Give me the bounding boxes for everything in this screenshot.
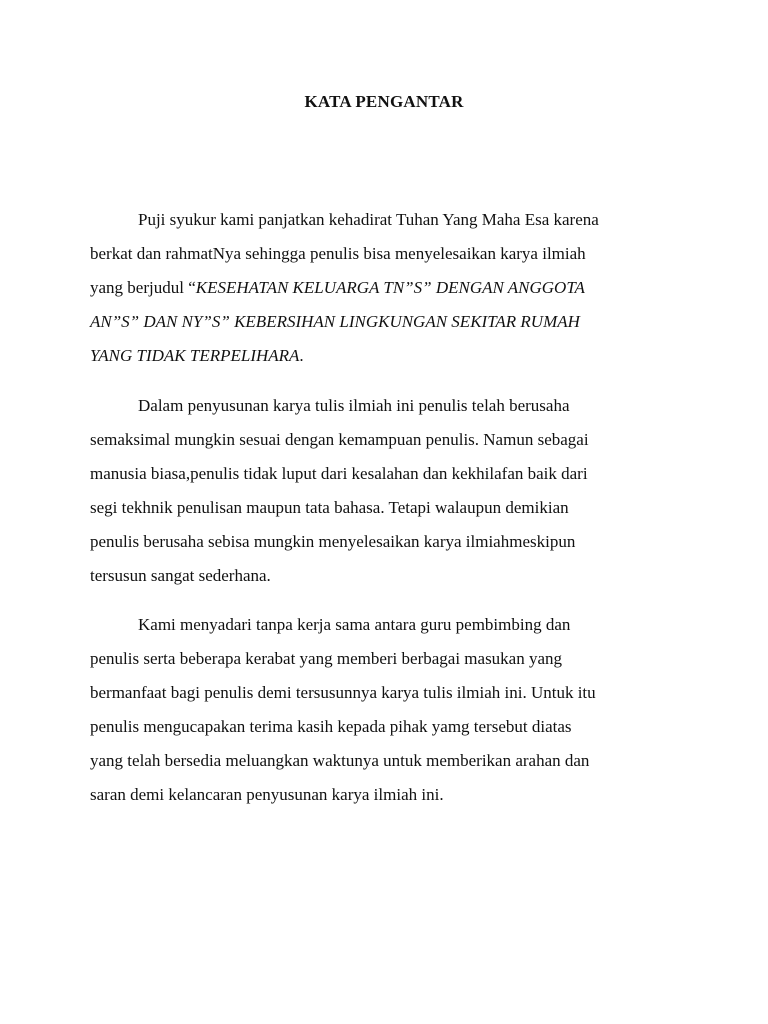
paragraph-1-line-3	[90, 271, 690, 305]
paragraph-3-line-6: saran demi kelancaran penyusunan karya ilmiah ini.	[90, 785, 444, 804]
paragraph-2-line-5: penulis berusaha sebisa mungkin menyelesaikan karya ilmiahmeskipun	[90, 532, 576, 551]
paragraph-3-line-2: penulis serta beberapa kerabat yang memberi berbagai masukan yang	[90, 649, 563, 668]
paragraph-3	[90, 608, 690, 812]
paragraph-1-italic-title-line-1: KESEHATAN KELUARGA TN”S” DENGAN ANGGOTA	[195, 278, 585, 297]
paragraph-1-end-period: .	[299, 346, 304, 365]
paragraph-1-line-1: Puji syukur kami panjatkan kehadirat Tuhan Yang Maha Esa karena	[138, 210, 599, 229]
paragraph-2-line-6: tersusun sangat sederhana.	[90, 566, 271, 585]
paragraph-1-line-3-prefix: yang berjudul “	[90, 278, 196, 297]
paragraph-2-line-1: Dalam penyusunan karya tulis ilmiah ini penulis telah berusaha	[138, 396, 570, 415]
paragraph-1-italic-title-line-2: AN”S” DAN NY”S” KEBERSIHAN LINGKUNGAN SEKITAR RUMAH	[90, 312, 580, 331]
paragraph-2-line-2: semaksimal mungkin sesuai dengan kemampuan penulis. Namun sebagai	[90, 430, 589, 449]
paragraph-3-line-4: penulis mengucapakan terima kasih kepada pihak yamg tersebut diatas	[90, 717, 572, 736]
paragraph-3-line-5: yang telah bersedia meluangkan waktunya untuk memberikan arahan dan	[90, 751, 590, 770]
paragraph-1-line-2: berkat dan rahmatNya sehingga penulis bisa menyelesaikan karya ilmiah	[90, 244, 586, 263]
paragraph-3-line-1: Kami menyadari tanpa kerja sama antara guru pembimbing dan	[138, 615, 571, 634]
paragraph-1-italic-title-line-3: YANG TIDAK TERPELIHARA	[90, 346, 300, 365]
paragraph-2	[90, 389, 690, 593]
paragraph-3-line-3: bermanfaat bagi penulis demi tersusunnya karya tulis ilmiah ini. Untuk itu	[90, 683, 596, 702]
paragraph-2-line-3: manusia biasa,penulis tidak luput dari kesalahan dan kekhilafan baik dari	[90, 464, 588, 483]
paragraph-1	[90, 203, 690, 373]
paragraph-1-line-5	[90, 339, 690, 373]
paragraph-2-line-4: segi tekhnik penulisan maupun tata bahasa. Tetapi walaupun demikian	[90, 498, 569, 517]
page-title: KATA PENGANTAR	[304, 92, 464, 111]
